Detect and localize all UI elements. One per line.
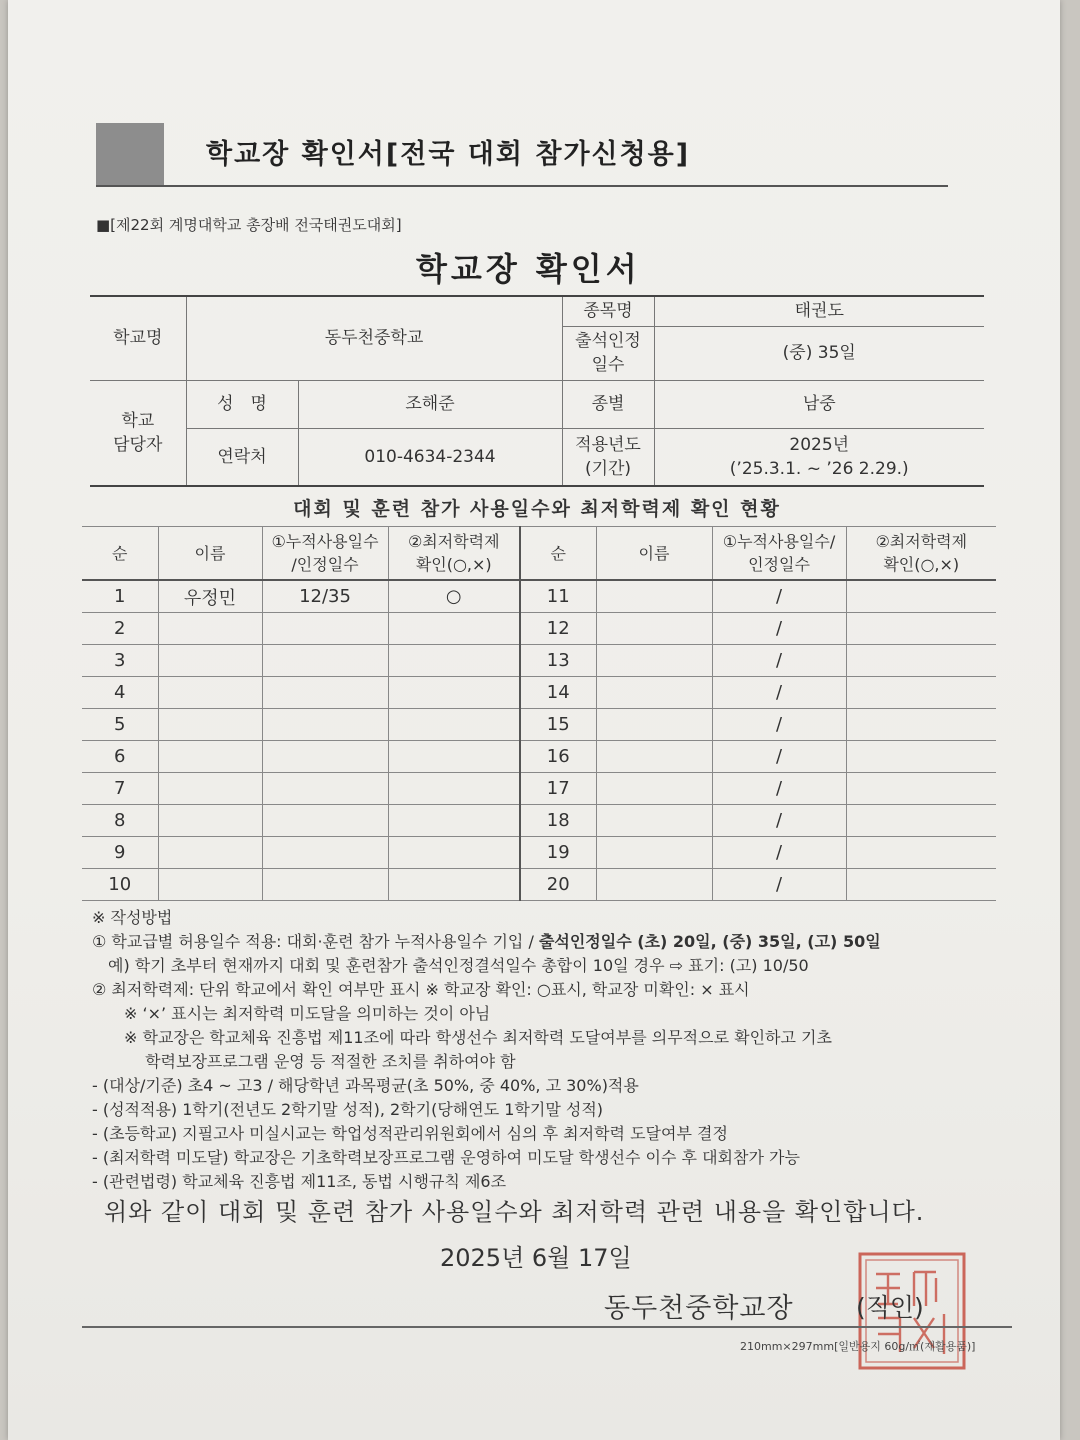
row-name-left [158, 869, 262, 901]
participation-table [82, 526, 996, 901]
detail-1: - (대상/기준) 초4 ~ 고3 / 해당학년 과목평균(초 50%, 중 40%, 고 30%)적용 [92, 1076, 639, 1095]
row-days-left [262, 709, 388, 741]
row-check-left [388, 677, 520, 709]
note-1-bold: 출석인정일수 (초) 20일, (중) 35일, (고) 50일 [538, 932, 881, 951]
manager-label-line2: 담당자 [113, 434, 163, 455]
row-no-right: 20 [520, 869, 596, 901]
row-name-left [158, 709, 262, 741]
header-days-right-line2: 인정일수 [748, 555, 810, 574]
row-days-left [262, 645, 388, 677]
contact-label: 연락처 [186, 428, 298, 486]
year-label-line2: (기간) [584, 458, 632, 479]
row-check-left [388, 837, 520, 869]
row-days-right: / [712, 805, 846, 837]
note-3a: ※ 학교장은 학교체육 진흥법 제11조에 따라 학생선수 최저학력 도달여부를 의무적으로 확인하고 기초 [92, 1028, 832, 1047]
table-row [82, 805, 996, 837]
issue-date: 2025년 6월 17일 [440, 1244, 632, 1272]
participation-table-body [82, 580, 996, 901]
header-name-left: 이름 [158, 527, 262, 581]
attendance-value: (중) 35일 [654, 326, 984, 380]
row-check-right [846, 709, 996, 741]
row-days-right: / [712, 869, 846, 901]
row-days-right: / [712, 773, 846, 805]
row-days-left [262, 837, 388, 869]
row-check-right [846, 741, 996, 773]
year-value-line1: 2025년 [789, 434, 850, 455]
row-no-right: 12 [520, 613, 596, 645]
year-label-line1: 적용년도 [575, 434, 641, 455]
row-name-right [596, 741, 712, 773]
school-label: 학교명 [90, 296, 186, 380]
year-value [654, 428, 984, 486]
row-days-left [262, 677, 388, 709]
event-note: ■[제22회 계명대학교 총장배 전국태권도대회] [96, 216, 402, 234]
header-name-right: 이름 [596, 527, 712, 581]
row-name-left [158, 645, 262, 677]
year-value-line2: (’25.3.1. ~ ’26 2.29.) [729, 458, 909, 479]
row-name-right [596, 645, 712, 677]
row-name-right [596, 805, 712, 837]
year-label [562, 428, 654, 486]
confirmation-statement: 위와 같이 대회 및 훈련 참가 사용일수와 최저학력 관련 내용을 확인합니다. [104, 1198, 925, 1226]
header-check-left [388, 527, 520, 581]
header-rule [96, 185, 948, 187]
row-check-left [388, 741, 520, 773]
row-days-left [262, 741, 388, 773]
row-days-right: / [712, 837, 846, 869]
category-label: 종별 [562, 380, 654, 428]
row-check-right [846, 645, 996, 677]
row-name-right [596, 773, 712, 805]
document-page [8, 0, 1060, 1440]
row-days-left: 12/35 [262, 580, 388, 613]
note-1-example: 예) 학기 초부터 현재까지 대회 및 훈련참가 출석인정결석일수 총합이 10일 경우 ⇨ 표기: (고) 10/50 [92, 956, 809, 975]
row-name-right [596, 580, 712, 613]
detail-5: - (관련법령) 학교체육 진흥법 제11조, 동법 시행규칙 제6조 [92, 1172, 507, 1191]
sport-value: 태권도 [654, 296, 984, 326]
row-check-left: ○ [388, 580, 520, 613]
table-row [82, 837, 996, 869]
principal-name: 동두천중학교장 [604, 1293, 794, 1324]
row-no-left: 7 [82, 773, 158, 805]
header-days-left [262, 527, 388, 581]
detail-4: - (최저학력 미도달) 학교장은 기초학력보장프로그램 운영하여 미도달 학생선수 이수 후 대회참가 가능 [92, 1148, 800, 1167]
row-no-right: 11 [520, 580, 596, 613]
paper-spec-note: 210mm×297mm[일반용지 60g/㎡(재활용품)] [740, 1340, 976, 1353]
note-2-sub: ※ ‘×’ 표시는 최저학력 미도달을 의미하는 것이 아님 [92, 1004, 491, 1023]
table-row [82, 677, 996, 709]
row-days-right: / [712, 709, 846, 741]
row-check-left [388, 805, 520, 837]
contact-value: 010-4634-2344 [298, 428, 562, 486]
row-no-right: 19 [520, 837, 596, 869]
note-3b: 학력보장프로그램 운영 등 적절한 조치를 취하여야 함 [92, 1052, 516, 1071]
section-title: 대회 및 훈련 참가 사용일수와 최저학력제 확인 현황 [293, 498, 781, 520]
row-name-right [596, 869, 712, 901]
row-name-right [596, 837, 712, 869]
row-days-right: / [712, 645, 846, 677]
row-name-left [158, 613, 262, 645]
row-no-left: 9 [82, 837, 158, 869]
row-no-left: 6 [82, 741, 158, 773]
row-no-left: 10 [82, 869, 158, 901]
row-check-right [846, 805, 996, 837]
row-check-right [846, 613, 996, 645]
header-check-right [846, 527, 996, 581]
row-no-left: 3 [82, 645, 158, 677]
info-table [90, 295, 984, 487]
row-days-right: / [712, 580, 846, 613]
detail-2: - (성적적용) 1학기(전년도 2학기말 성적), 2학기(당해연도 1학기말 성적) [92, 1100, 604, 1119]
row-name-left [158, 677, 262, 709]
row-check-right [846, 580, 996, 613]
row-days-right: / [712, 613, 846, 645]
row-no-right: 13 [520, 645, 596, 677]
row-check-left [388, 645, 520, 677]
row-name-left [158, 773, 262, 805]
header-check-right-line1: ②최저학력제 [875, 532, 968, 551]
writing-instructions [92, 906, 1012, 1194]
row-check-left [388, 709, 520, 741]
table-row [82, 580, 996, 613]
table-row [82, 869, 996, 901]
note-1-text: ① 학교급별 허용일수 적용: 대회·훈련 참가 누적사용일수 기입 / [92, 932, 539, 951]
row-days-left [262, 805, 388, 837]
detail-3: - (초등학교) 지필고사 미실시교는 학업성적관리위원회에서 심의 후 최저학력 도달여부 결정 [92, 1124, 728, 1143]
table-row [82, 645, 996, 677]
table-row [82, 741, 996, 773]
row-name-left [158, 805, 262, 837]
table-row [82, 773, 996, 805]
row-check-left [388, 773, 520, 805]
note-1 [92, 930, 1012, 954]
header-check-right-line2: 확인(○,×) [883, 555, 960, 574]
header-days-right [712, 527, 846, 581]
bottom-rule [82, 1326, 1012, 1328]
table-row [82, 613, 996, 645]
header-gray-block [96, 123, 164, 185]
row-name-right [596, 613, 712, 645]
row-days-left [262, 869, 388, 901]
name-label: 성 명 [186, 380, 298, 428]
row-name-right [596, 709, 712, 741]
header-no-left: 순 [82, 527, 158, 581]
table-row [82, 709, 996, 741]
row-name-right [596, 677, 712, 709]
row-days-left [262, 773, 388, 805]
note-2: ② 최저학력제: 단위 학교에서 확인 여부만 표시 ※ 학교장 확인: ○표시, 학교장 미확인: × 표시 [92, 980, 750, 999]
row-no-right: 18 [520, 805, 596, 837]
row-name-left [158, 741, 262, 773]
manager-label [90, 380, 186, 486]
header-check-left-line1: ②최저학력제 [407, 532, 500, 551]
category-value: 남중 [654, 380, 984, 428]
header-days-left-line2: /인정일수 [291, 555, 359, 574]
attendance-label [562, 326, 654, 380]
row-no-right: 17 [520, 773, 596, 805]
row-check-right [846, 837, 996, 869]
row-days-left [262, 613, 388, 645]
row-no-left: 5 [82, 709, 158, 741]
name-value: 조해준 [298, 380, 562, 428]
row-no-left: 1 [82, 580, 158, 613]
school-value: 동두천중학교 [186, 296, 562, 380]
manager-label-line1: 학교 [121, 410, 155, 431]
header-check-left-line2: 확인(○,×) [415, 555, 492, 574]
notes-heading: ※ 작성방법 [92, 908, 173, 927]
header-title: 학교장 확인서[전국 대회 참가신청용] [206, 139, 691, 170]
row-name-left [158, 837, 262, 869]
sport-label: 종목명 [562, 296, 654, 326]
attendance-label-line1: 출석인정 [575, 331, 641, 351]
row-no-left: 8 [82, 805, 158, 837]
row-check-left [388, 869, 520, 901]
seal-label: (직인) [856, 1293, 924, 1322]
row-check-left [388, 613, 520, 645]
header-days-right-line1: ①누적사용일수/ [722, 532, 836, 551]
row-days-right: / [712, 741, 846, 773]
row-no-left: 2 [82, 613, 158, 645]
row-days-right: / [712, 677, 846, 709]
attendance-label-line2: 일수 [591, 355, 625, 375]
row-no-right: 14 [520, 677, 596, 709]
row-check-right [846, 773, 996, 805]
row-no-right: 15 [520, 709, 596, 741]
row-check-right [846, 869, 996, 901]
row-no-right: 16 [520, 741, 596, 773]
row-no-left: 4 [82, 677, 158, 709]
row-name-left: 우정민 [158, 580, 262, 613]
header-days-left-line1: ①누적사용일수 [271, 532, 379, 551]
row-check-right [846, 677, 996, 709]
document-title: 학교장 확인서 [416, 250, 641, 288]
header-no-right: 순 [520, 527, 596, 581]
